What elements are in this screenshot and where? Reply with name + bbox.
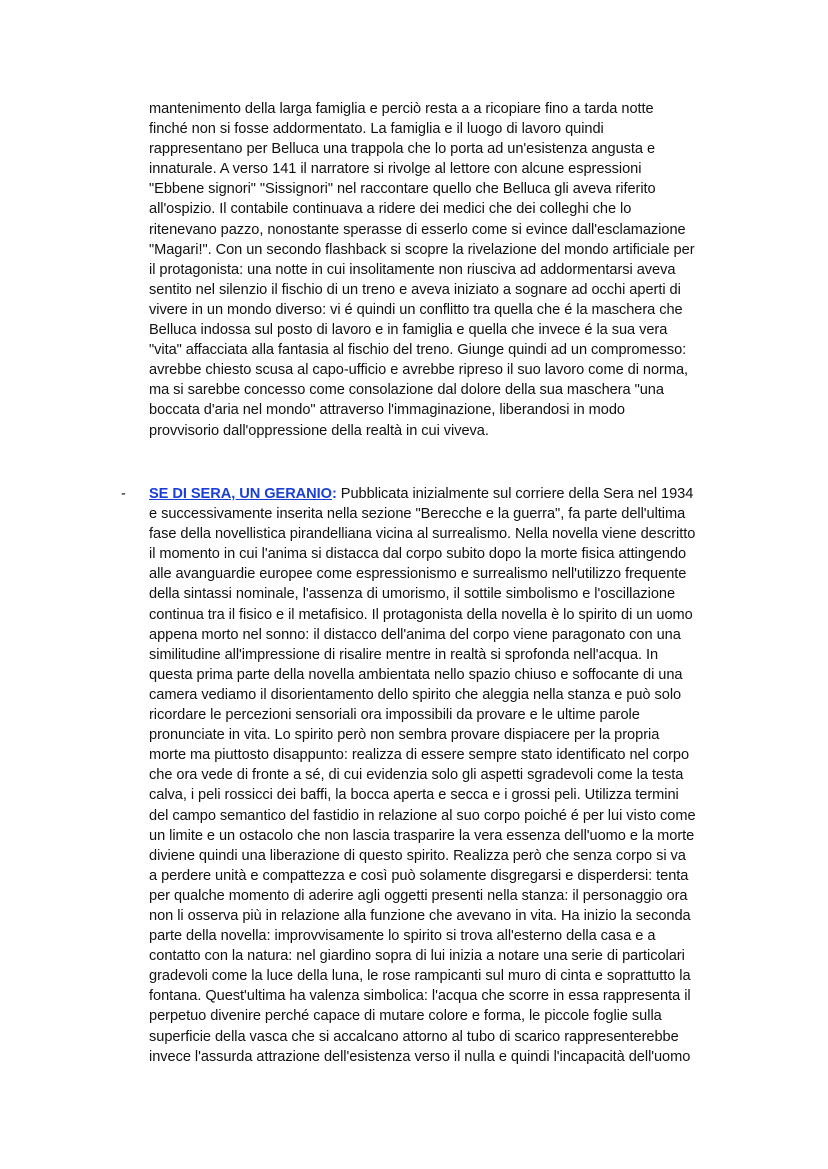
text-line: un limite e un ostacolo che non lascia trasparire la vera essenza dell'uomo e la morte — [149, 827, 695, 844]
text-line: fase della novellistica pirandelliana vicina al surrealismo. Nella novella viene descritto — [149, 526, 696, 543]
text-line-first — [149, 484, 769, 504]
text-line: vivere in un mondo diverso: vi é quindi un conflitto tra quella che é la maschera che — [149, 301, 683, 318]
text-line: provvisorio dall'oppressione della realtà in cui viveva. — [149, 422, 489, 439]
text-line: non li osserva più in relazione alla funzione che avevano in vita. Ha inizio la seconda — [149, 907, 691, 924]
text-line: camera vediamo il disorientamento dello spirito che aleggia nella stanza e può solo — [149, 686, 682, 703]
text-line: il momento in cui l'anima si distacca dal corpo subito dopo la morte fisica attingendo — [149, 546, 687, 563]
paragraph-se-di-sera-un-geranio — [149, 484, 769, 1067]
text-line: all'ospizio. Il contabile continuava a ridere dei medici che dei colleghi che lo — [149, 201, 632, 218]
text-line: morte ma piuttosto disappunto: realizza di essere sempre stato identificato nel corpo — [149, 747, 690, 764]
text-line: rappresentano per Belluca una trappola che lo porta ad un'esistenza angusta e — [149, 141, 656, 158]
text-line: che ora vede di fronte a sé, di cui evidenzia solo gli aspetti sgradevoli come la testa — [149, 767, 684, 784]
text-line: gradevoli come la luce della luna, le rose rampicanti sul muro di cinta e soprattutto la — [149, 968, 691, 985]
text-line: avrebbe chiesto scusa al capo-ufficio e avrebbe ripreso il suo lavoro come di norma, — [149, 362, 689, 379]
text-line: "vita" affacciata alla fantasia al fischio del treno. Giunge quindi ad un compromesso: — [149, 342, 687, 359]
text-line: mantenimento della larga famiglia e perciò resta a a ricopiare fino a tarda notte — [149, 101, 654, 117]
text-line: ma si sarebbe concesso come consolazione dal dolore della sua maschera "una — [149, 382, 664, 399]
text-line: diviene quindi una liberazione di questo spirito. Realizza però che senza corpo si va — [149, 847, 686, 864]
text-line: continua tra il fisico e il metafisico. Il protagonista della novella è lo spirito di un uomo — [149, 606, 693, 623]
text-line: a perdere unità e compattezza e così può solamente disgregarsi e disperdersi: tenta — [149, 867, 689, 884]
text-line: questa prima parte della novella ambientata nello spazio chiuso e soffocante di una — [149, 666, 683, 683]
text-line: per qualche momento di aderire agli oggetti presenti nella stanza: il personaggio ora — [149, 887, 688, 904]
text-line: e successivamente inserita nella sezione "Berecche e la guerra", fa parte dell'ultima — [149, 506, 686, 523]
text-line: fontana. Quest'ultima ha valenza simbolica: l'acqua che scorre in essa rappresenta il — [149, 988, 691, 1005]
text-line: "Magari!". Con un secondo flashback si scopre la rivelazione del mondo artificiale per — [149, 241, 695, 258]
text-line: innaturale. A verso 141 il narratore si rivolge al lettore con alcune espressioni — [149, 161, 642, 178]
section-heading-link[interactable]: SE DI SERA, UN GERANIO — [149, 486, 332, 502]
paragraph-il-treno-ha-fischiato — [149, 99, 769, 441]
text-line: contatto con la natura: nel giardino sopra di lui inizia a notare una serie di particolari — [149, 948, 685, 965]
text-line: boccata d'aria nel mondo" attraverso l'immaginazione, liberandosi in modo — [149, 402, 625, 419]
text-line: calva, i peli rossicci dei baffi, la bocca aperta e secca e i grossi peli. Utilizza termini — [149, 787, 679, 804]
text-line: sentito nel silenzio il fischio di un treno e aveva iniziato a sognare ad occhi aperti di — [149, 281, 681, 298]
text-line: ritenevano pazzo, nonostante sperasse di esserlo come si evince dall'esclamazione — [149, 221, 686, 238]
text-line: invece l'assurda attrazione dell'esistenza verso il nulla e quindi l'incapacità dell'uomo — [149, 1048, 691, 1065]
list-bullet: - — [121, 486, 126, 502]
text-line: parte della novella: improvvisamente lo spirito si trova all'esterno della casa e a — [149, 928, 656, 945]
text-line: similitudine all'impressione di risalire mentre in realtà si sprofonda nell'acqua. In — [149, 646, 659, 663]
text-line: il protagonista: una notte in cui insolitamente non riusciva ad addormentarsi aveva — [149, 261, 676, 278]
text-line: finché non si fosse addormentato. La famiglia e il luogo di lavoro quindi — [149, 121, 604, 138]
text-line: appena morto nel sonno: il distacco dell'anima del corpo viene paragonato con una — [149, 626, 681, 643]
text-line: "Ebbene signori" "Sissignori" nel raccontare quello che Belluca gli aveva riferito — [149, 181, 656, 198]
text-line: alle avanguardie europee come espressionismo e surrealismo nell'utilizzo frequente — [149, 566, 687, 583]
text-line: perpetuo divenire perché capace di mutare colore e forma, le piccole foglie sulla — [149, 1008, 662, 1025]
text-line: ricordare le percezioni sensoriali ora impossibili da provare e le ultime parole — [149, 707, 640, 724]
text-span: Pubblicata inizialmente sul corriere della Sera nel 1934 — [336, 486, 694, 502]
text-line: superficie della vasca che si accalcano attorno al tubo di scarico rappresenterebbe — [149, 1028, 679, 1045]
text-line: pronunciate in vita. Lo spirito però non sembra provare dispiacere per la propria — [149, 727, 660, 744]
text-line: del campo semantico del fastidio in relazione al suo corpo poiché é per lui visto come — [149, 807, 696, 824]
text-line: della sintassi nominale, l'assenza di umorismo, il sottile simbolismo e l'oscillazione — [149, 586, 676, 603]
text-line: Belluca indossa sul posto di lavoro e in famiglia e quella che invece é la sua vera — [149, 322, 668, 339]
heading-colon: : — [331, 486, 337, 502]
